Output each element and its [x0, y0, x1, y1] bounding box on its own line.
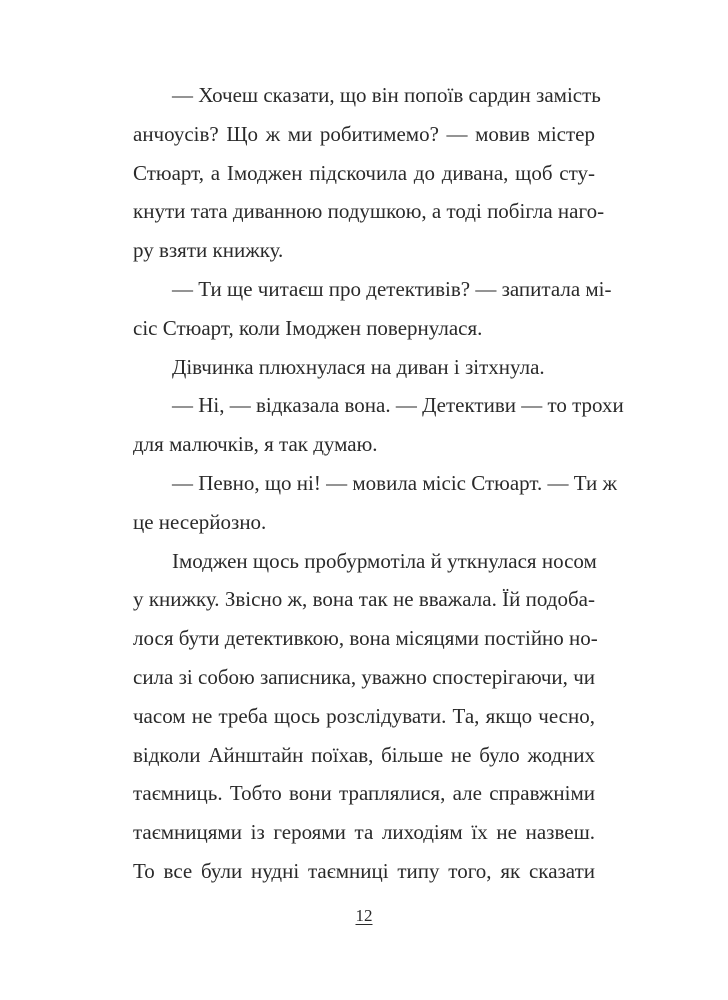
- text-line: це несерйозно.: [133, 509, 267, 534]
- text-line: Імоджен щось пробурмотіла й уткнулася носом: [172, 548, 597, 573]
- page-number: 12: [355, 906, 373, 925]
- text-line: кнути тата диванною подушкою, а тоді побігла наго-: [133, 199, 605, 224]
- text-line: То все були нудні таємниці типу того, як сказати: [133, 858, 595, 883]
- text-line: — Хочеш сказати, що він попоїв сардин замість: [172, 83, 601, 107]
- body-text: [133, 76, 624, 891]
- text-line: лося бути детективкою, вона місяцями постійно но-: [133, 626, 598, 651]
- text-line: таємницями із героями та лиходіям їх не назвеш.: [133, 820, 595, 845]
- text-line: анчоусів? Що ж ми робитимемо? — мовив містер: [133, 121, 595, 146]
- text-line: — Ти ще читаєш про детективів? — запитала мі-: [172, 276, 612, 301]
- text-line: Дівчинка плюхнулася на диван і зітхнула.: [172, 354, 545, 379]
- text-line: сіс Стюарт, коли Імоджен повернулася.: [133, 315, 483, 340]
- text-line: — Певно, що ні! — мовила місіс Стюарт. — Ти ж: [172, 470, 618, 495]
- text-line: ру взяти книжку.: [133, 238, 284, 263]
- text-line: — Ні, — відказала вона. — Детективи — то трохи: [172, 393, 624, 418]
- text-line: для малючків, я так думаю.: [133, 432, 378, 457]
- text-line: відколи Айнштайн поїхав, більше не було жодних: [133, 742, 595, 767]
- text-line: у книжку. Звісно ж, вона так не вважала. Їй подоба-: [133, 587, 595, 612]
- text-line: часом не треба щось розслідувати. Та, якщо чесно,: [133, 703, 595, 728]
- text-line: таємниць. Тобто вони траплялися, але справжніми: [133, 781, 595, 806]
- text-line: сила зі собою записника, уважно спостерігаючи, чи: [133, 664, 595, 689]
- text-line: Стюарт, а Імоджен підскочила до дивана, щоб сту-: [133, 160, 595, 185]
